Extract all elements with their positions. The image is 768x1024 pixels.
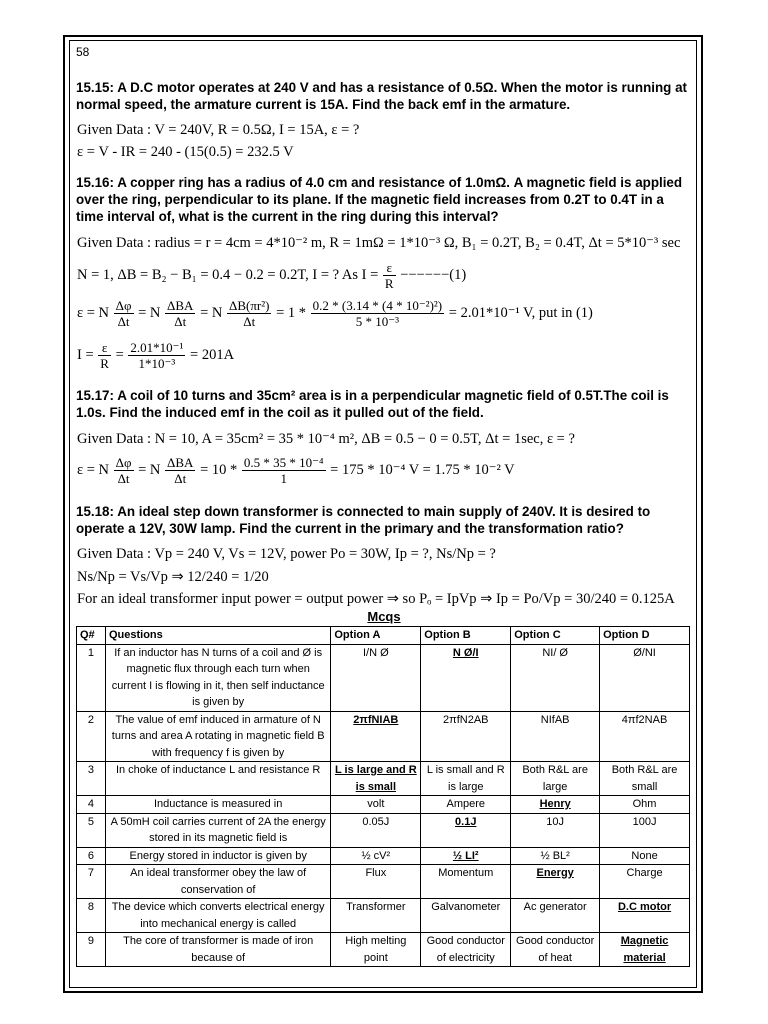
fraction-denominator: 5 * 10⁻³ <box>355 314 400 329</box>
equation-15-17-line2 <box>77 455 515 486</box>
fraction-numerator: ΔBA <box>167 298 194 313</box>
option-a: High melting point <box>331 933 421 967</box>
option-c: Good conductor of heat <box>511 933 600 967</box>
fraction <box>227 298 271 329</box>
eq-text: = 2.01*10⁻¹ V, put in (1) <box>448 304 593 321</box>
question-15-17: 15.17: A coil of 10 turns and 35cm² area is in a perpendicular magnetic field of 0.5T.The coil is 1.0s. Find the induced emf in the coil as it pulled out of the field. <box>76 388 669 420</box>
fraction-numerator: Δφ <box>115 298 132 313</box>
eq-text: ε = N <box>77 304 109 321</box>
table-row <box>77 644 690 711</box>
mcqs-title: Mcqs <box>367 609 401 624</box>
equation-15-16-line2 <box>77 260 466 291</box>
option-d: Ø/NI <box>600 644 690 711</box>
option-b: Momentum <box>421 865 511 899</box>
fraction-denominator: R <box>384 276 394 291</box>
given-15-17: Given Data : N = 10, A = 35cm² = 35 * 10⁻⁴ m², ΔB = 0.5 − 0 = 0.5T, Δt = 1sec, ε = ? <box>77 431 575 447</box>
eq-text: = <box>115 346 124 363</box>
table-row <box>77 711 690 762</box>
eq-text: = 201A <box>190 346 235 363</box>
fraction <box>128 340 185 371</box>
fraction <box>165 455 195 486</box>
mcq-table <box>76 626 690 967</box>
fraction-denominator: Δt <box>117 471 130 486</box>
option-a: 2πfNIAB <box>331 711 421 762</box>
option-c: Energy <box>511 865 600 899</box>
solution-15-15: ε = V - IR = 240 - (15(0.5) = 232.5 V <box>77 144 294 160</box>
fraction-denominator: 1*10⁻³ <box>138 356 176 371</box>
fraction-denominator: R <box>100 356 109 371</box>
solution-15-18-line3: For an ideal transformer input power = output power ⇒ so Pₒ = IpVp ⇒ Ip = Po/Vp = 30/240 = 0.125A <box>77 591 675 607</box>
option-d: None <box>600 847 690 865</box>
option-c: Henry <box>511 796 600 814</box>
option-c: ½ BL² <box>511 847 600 865</box>
table-row <box>77 813 690 847</box>
column-header: Q# <box>77 627 106 645</box>
fraction-numerator: Δφ <box>115 455 132 470</box>
option-b: ½ LI² <box>421 847 511 865</box>
given-15-18: Given Data : Vp = 240 V, Vs = 12V, power Po = 30W, Ip = ?, Ns/Np = ? <box>77 546 496 562</box>
question-number: 9 <box>77 933 106 967</box>
fraction-numerator: ε <box>383 260 396 276</box>
question-text: Energy stored in inductor is given by <box>105 847 330 865</box>
column-header: Option A <box>331 627 421 645</box>
option-b: L is small and R is large <box>421 762 511 796</box>
option-d: 100J <box>600 813 690 847</box>
option-b: Galvanometer <box>421 899 511 933</box>
question-number: 8 <box>77 899 106 933</box>
question-text: In choke of inductance L and resistance R <box>105 762 330 796</box>
option-a: 0.05J <box>331 813 421 847</box>
given-15-16: Given Data : radius = r = 4cm = 4*10⁻² m, R = 1mΩ = 1*10⁻³ Ω, B₁ = 0.2T, B₂ = 0.4T, Δt = 5*10⁻³ sec <box>77 235 681 251</box>
option-a: Transformer <box>331 899 421 933</box>
option-b: 2πfN2AB <box>421 711 511 762</box>
eq-text: I = <box>77 346 94 363</box>
option-d: Charge <box>600 865 690 899</box>
fraction-numerator: ε <box>98 340 111 356</box>
fraction-denominator: Δt <box>243 314 256 329</box>
option-d: Both R&L are small <box>600 762 690 796</box>
solution-15-18-line2: Ns/Np = Vs/Vp ⇒ 12/240 = 1/20 <box>77 569 269 585</box>
eq-text: = N <box>200 304 223 321</box>
table-header-row <box>77 627 690 645</box>
option-d: Magnetic material <box>600 933 690 967</box>
question-15-15: 15.15: A D.C motor operates at 240 V and has a resistance of 0.5Ω. When the motor is running at normal speed, the armature current is 15A. Find the back emf in the armature. <box>76 80 687 112</box>
question-number: 3 <box>77 762 106 796</box>
question-number: 2 <box>77 711 106 762</box>
option-d: 4πf2NAB <box>600 711 690 762</box>
option-b: Good conductor of electricity <box>421 933 511 967</box>
question-text: Inductance is measured in <box>105 796 330 814</box>
fraction <box>114 455 134 486</box>
option-c: NIfAB <box>511 711 600 762</box>
question-text: The value of emf induced in armature of N turns and area A rotating in magnetic field B with frequency f is given by <box>105 711 330 762</box>
fraction-numerator: ΔBA <box>167 455 194 470</box>
question-text: If an inductor has N turns of a coil and Ø is magnetic flux through each turn when current I is flowing in it, then self inductance is given by <box>105 644 330 711</box>
equation-15-16-line4 <box>77 340 234 371</box>
fraction <box>98 340 111 371</box>
question-number: 1 <box>77 644 106 711</box>
option-d: D.C motor <box>600 899 690 933</box>
question-15-16: 15.16: A copper ring has a radius of 4.0 cm and resistance of 1.0mΩ. A magnetic field is applied over the ring, perpendicular to its plane. If the magnetic field increases from 0.2T to 0.4T in a time interval of, what is the current in the ring during this interval? <box>76 175 683 224</box>
eq-text: N = 1, ΔB = B₂ − B₁ = 0.4 − 0.2 = 0.2T, I = ? As I = <box>77 266 379 283</box>
question-number: 5 <box>77 813 106 847</box>
eq-text: = 1 * <box>276 304 307 321</box>
question-text: The device which converts electrical energy into mechanical energy is called <box>105 899 330 933</box>
eq-text: = 175 * 10⁻⁴ V = 1.75 * 10⁻² V <box>330 461 515 478</box>
option-b: N Ø/I <box>421 644 511 711</box>
eq-text: = N <box>138 461 161 478</box>
option-d: Ohm <box>600 796 690 814</box>
given-15-15: Given Data : V = 240V, R = 0.5Ω, I = 15A, ε = ? <box>77 122 360 138</box>
option-a: Flux <box>331 865 421 899</box>
table-row <box>77 762 690 796</box>
column-header: Option C <box>511 627 600 645</box>
column-header: Questions <box>105 627 330 645</box>
question-number: 6 <box>77 847 106 865</box>
fraction-numerator: ΔB(πr²) <box>228 298 270 313</box>
fraction <box>311 298 444 329</box>
option-a: I/N Ø <box>331 644 421 711</box>
fraction-denominator: 1 <box>280 471 287 486</box>
fraction-denominator: Δt <box>174 314 187 329</box>
fraction <box>165 298 195 329</box>
question-number: 7 <box>77 865 106 899</box>
eq-text: = N <box>138 304 161 321</box>
option-a: ½ cV² <box>331 847 421 865</box>
option-c: Both R&L are large <box>511 762 600 796</box>
option-c: Ac generator <box>511 899 600 933</box>
table-row <box>77 865 690 899</box>
option-b: 0.1J <box>421 813 511 847</box>
table-row <box>77 899 690 933</box>
fraction-denominator: Δt <box>174 471 187 486</box>
fraction-numerator: 0.5 * 35 * 10⁻⁴ <box>243 455 324 470</box>
option-a: L is large and R is small <box>331 762 421 796</box>
fraction <box>383 260 396 291</box>
option-a: volt <box>331 796 421 814</box>
fraction-denominator: Δt <box>117 314 130 329</box>
question-15-18: 15.18: An ideal step down transformer is connected to main supply of 240V. It is desired to operate a 12V, 30W lamp. Find the current in the primary and the transformation ratio? <box>76 504 651 536</box>
fraction <box>242 455 326 486</box>
column-header: Option D <box>600 627 690 645</box>
table-row <box>77 933 690 967</box>
option-c: NI/ Ø <box>511 644 600 711</box>
eq-text: ε = N <box>77 461 109 478</box>
fraction-numerator: 2.01*10⁻¹ <box>130 340 184 355</box>
question-text: An ideal transformer obey the law of conservation of <box>105 865 330 899</box>
page-number: 58 <box>76 45 90 59</box>
eq-text: −−−−−−(1) <box>400 266 467 283</box>
question-text: A 50mH coil carries current of 2A the energy stored in its magnetic field is <box>105 813 330 847</box>
eq-text: = 10 * <box>200 461 238 478</box>
fraction <box>114 298 134 329</box>
fraction-numerator: 0.2 * (3.14 * (4 * 10⁻²)²) <box>312 298 443 313</box>
column-header: Option B <box>421 627 511 645</box>
option-b: Ampere <box>421 796 511 814</box>
table-row <box>77 847 690 865</box>
table-row <box>77 796 690 814</box>
question-number: 4 <box>77 796 106 814</box>
option-c: 10J <box>511 813 600 847</box>
question-text: The core of transformer is made of iron because of <box>105 933 330 967</box>
equation-15-16-line3 <box>77 298 593 329</box>
